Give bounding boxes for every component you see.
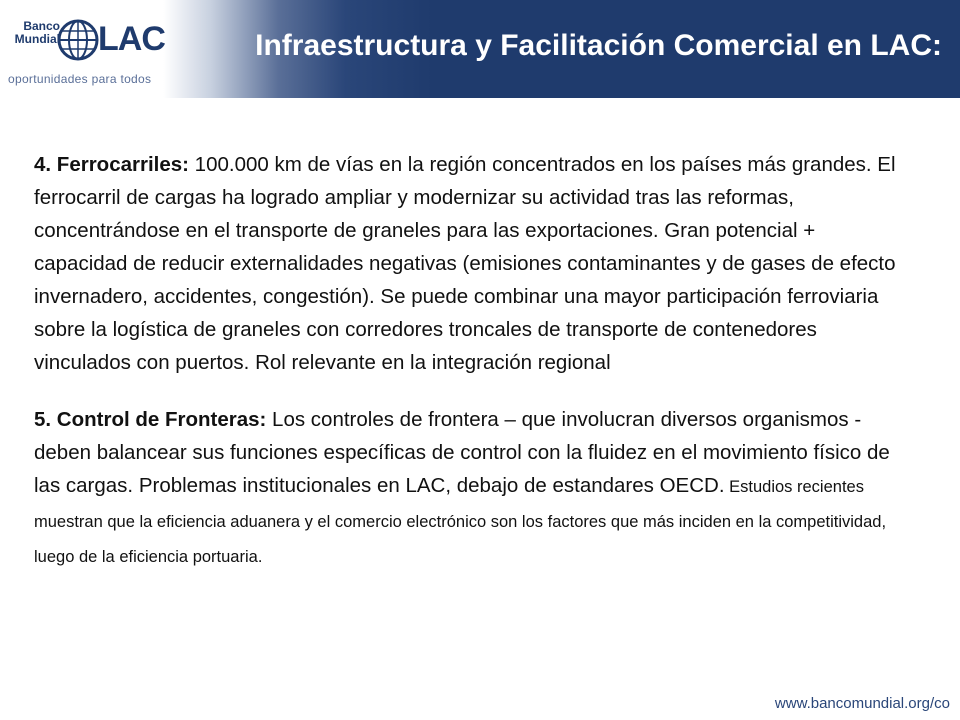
paragraph-lead-fronteras: 5. Control de Fronteras: [34, 408, 267, 431]
header-bar [0, 0, 960, 98]
logo-wordmark [10, 20, 60, 46]
logo-line1: Banco [23, 19, 60, 33]
footer-url: www.bancomundial.org/co [774, 695, 950, 712]
bancomundial-lac-logo [4, 8, 204, 92]
slide-content [34, 148, 914, 598]
slide-title: Infraestructura y Facilitación Comercial en LAC: [255, 29, 942, 62]
logo-lac-text: LAC [98, 20, 165, 58]
logo-line2: Mundial [14, 32, 60, 46]
paragraph-small-fronteras: Estudios recientes muestran que la eficiencia aduanera y el comercio electrónico son los factores que más inciden en la competitividad, luego de la eficiencia portuaria. [34, 478, 887, 566]
paragraph-text-fronteras: Los controles de frontera – que involucran diversos organismos - deben balancear sus funciones específicas de control con la fluidez en el movimiento físico de las cargas. Problemas institucionales en LAC, debajo de estandares OECD. [34, 408, 890, 497]
paragraph-fronteras [34, 403, 914, 574]
paragraph-text-ferrocarriles: 100.000 km de vías en la región concentrados en los países más grandes. El ferrocarril de cargas ha logrado ampliar y modernizar su actividad tras las reformas, concentrándose en el transporte de graneles para las exportaciones. Gran potencial + capacidad de reducir externalidades negativas (emisiones contaminantes y de gases de efecto invernadero, accidentes, congestión). Se puede combinar una mayor participación ferroviaria sobre la logística de graneles con corredores troncales de transporte de contenedores vinculados con puertos. Rol relevante en la integración regional [34, 153, 896, 374]
paragraph-lead-ferrocarriles: 4. Ferrocarriles: [34, 153, 189, 176]
paragraph-ferrocarriles [34, 148, 914, 379]
logo-tagline: oportunidades para todos [8, 72, 152, 86]
globe-icon [56, 18, 100, 62]
